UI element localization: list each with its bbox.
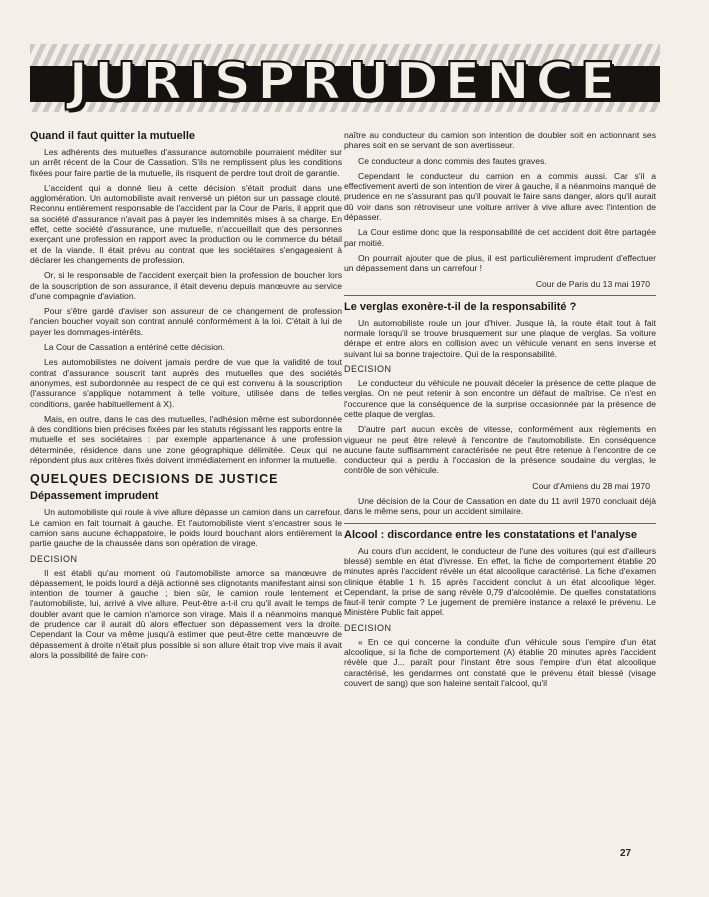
decision-label: DECISION — [30, 553, 78, 564]
page-number: 27 — [620, 848, 632, 859]
page-title: JURISPRUDENCE — [68, 52, 622, 112]
paragraph: On pourrait ajouter que de plus, il est particulièrement imprudent d'effectuer un dépassement dans un carrefour ! — [344, 252, 656, 274]
divider — [344, 523, 656, 524]
court-signature: Cour de Paris du 13 mai 1970 — [535, 278, 650, 289]
paragraph: Une décision de la Cour de Cassation en date du 11 avril 1970 concluait déjà dans le même sens, pour un accident similaire. — [344, 496, 656, 517]
paragraph: D'autre part aucun excès de vitesse, conformément aux règlements en vigueur ne peut être relevé à l'encontre de l'automobiliste. En conséquence aucune faute suffisamment caractérisée ne peut être retenue à l'encontre de ce conducteur qui a perdu à l'occasion de la présence soudaine du verglas, le contrôle de son véhicule. — [344, 424, 656, 476]
paragraph: Or, si le responsable de l'accident exerçait bien la profession de boucher lors de la souscription de son assurance, il était devenu depuis manœuvre au service d'une compagnie d'aviation. — [30, 270, 342, 301]
left-column — [30, 130, 342, 665]
section-heading-mutuelle: Quand il faut quitter la mutuelle — [30, 130, 196, 142]
paragraph: Un automobiliste roule un jour d'hiver. Jusque là, la route était tout à fait normale lorsqu'il se trouve brusquement sur une plaque de verglas. Sa voiture dérape et entre alors en collision avec un véhicule venant en sens inverse et suivant lui sa bonne trajectoire. Qui de la responsabilité. — [344, 317, 656, 359]
section-heading-verglas: Le verglas exonère-t-il de la responsabilité ? — [344, 300, 577, 313]
paragraph: Mais, en outre, dans le cas des mutuelles, l'adhésion même est subordonnée à des conditions bien précises fixées par les statuts régissant les rapports entre la mutuelle et ses sociétaires : par exemple appartenance à une profession déterminée, résidence dans une zone géographique délimitée. Ceux qui ne répondent plus aux critères fixés doivent immédiatement en informer la mutuelle. — [30, 413, 342, 466]
paragraph: naître au conducteur du camion son intention de doubler soit en actionnant ses phares soit en se servant de son avertisseur. — [344, 130, 656, 151]
section-heading-alcool: Alcool : discordance entre les constatations et l'analyse — [344, 528, 637, 541]
header-banner — [30, 44, 660, 112]
paragraph: La Cour de Cassation a entériné cette décision. — [44, 342, 226, 353]
paragraph: Les automobilistes ne doivent jamais perdre de vue que la validité de tout contrat d'assurance souscrit tant auprès des mutuelles que des sociétés anonymes, est subordonnée au respect de ce qui est convenu à la souscription (l'assurance s'applique notamment à telle voiture, utilisée dans de telles conditions, garée habituellement à X). — [30, 357, 342, 409]
section-heading-depassement: Dépassement imprudent — [30, 490, 159, 503]
court-signature: Cour d'Amiens du 28 mai 1970 — [532, 480, 650, 491]
divider — [344, 295, 656, 296]
paragraph: Ce conducteur a donc commis des fautes graves. — [358, 155, 547, 166]
paragraph: La Cour estime donc que la responsabilité de cet accident doit être partagée par moitié. — [344, 227, 656, 248]
decision-label: DECISION — [344, 622, 392, 633]
paragraph: Au cours d'un accident, le conducteur de l'une des voitures (qui est d'ailleurs blessé) semble en état d'ivresse. En effet, la fiche de comportement établie 20 minutes après l'accident révèle un état alcoolique caractérisé. La fiche d'examen clinique établie 1 h. 15 après l'accident conclut à un état alcoolique léger. Cependant, la prise de sang révèle 0,79 d'alcoolémie. De quelles constatations faut-il tenir compte ? Le jugement de première instance a relaxé le prévenu. Le Ministère Public fait appel. — [344, 545, 656, 618]
paragraph: L'accident qui a donné lieu à cette décision s'était produit dans une agglomération. Un automobiliste avait renversé un piéton sur un passage clouté. Reconnu entièrement responsable de l'accident par la Cour de Paris, il apprit que sa société d'assurance n'avait pas à payer les indemnités mises à sa charge. En effet, cette société d'assurance, une mutuelle, n'accueillait que des personnes exerçant une profession en rapport avec la production ou le commerce du bétail et de la viande. Il était prévu au contrat que les sociétaires s'engageaient à déclarer les changements de profession. — [30, 182, 342, 265]
paragraph: Pour s'être gardé d'aviser son assureur de ce changement de profession l'ancien boucher voyait son contrat annulé conformément à la loi. C'était à lui de payer les dommages-intérêts. — [30, 306, 342, 337]
paragraph: Le conducteur du véhicule ne pouvait déceler la présence de cette plaque de verglas. On ne peut retenir à son encontre un défaut de maîtrise. Ce n'est en l'occurence que la conséquence de la surprise occasionnée par la présence de cette plaque de verglas. — [344, 378, 656, 419]
paragraph: Il est établi qu'au moment où l'automobiliste amorce sa manœuvre de dépassement, le poids lourd a déjà actionné ses clignotants manifestant ainsi son intention de tourner à gauche ; bien sûr, le camion roule lentement et l'automobiliste, lui, arrivé à vive allure. Peut-être a-t-il cru qu'il avait le temps de doubler avant que le camion n'amorce son virage. Mais il a néanmoins manqué de prudence car il aurait dû alors effectuer son dépassement vers la droite. Cependant la Cour va même jusqu'à estimer que peut-être cette manœuvre de dépassement à droite n'était plus possible si son allure était trop vive mais il avait alors la possibilité de faire con- — [30, 567, 342, 660]
paragraph: « En ce qui concerne la conduite d'un véhicule sous l'empire d'un état alcoolique, si la fiche de comportement (A) établie 20 minutes après l'accident révèle que J... paraît pour l'instant être sous l'empire d'un état alcoolique caractérisé, les gendarmes ont constaté que le prévenu était blessé (visage couvert de sang) que son haleine sentait l'alcool, qu'il — [344, 636, 656, 688]
paragraph: Les adhérents des mutuelles d'assurance automobile pourraient méditer sur un arrêt récent de la Cour de Cassation. S'ils ne remplissent plus les conditions fixées pour faire partie de la mutuelle, ils risquent de perdre tout droit de garantie. — [30, 147, 342, 178]
paragraph: Un automobiliste qui roule à vive allure dépasse un camion dans un carrefour. Le camion en fait tournait à gauche. Et l'automobiliste vient s'encastrer sous le camion sans aucune échappatoire, le poids lourd bouchant alors entièrement la partie gauche de la chaussée dans son opération de virage. — [30, 507, 342, 549]
decision-label: DECISION — [344, 364, 392, 375]
right-column — [344, 130, 656, 693]
paragraph: Cependant le conducteur du camion en a commis aussi. Car s'il a effectivement averti de son intention de virer à gauche, il a néanmoins manqué de prudence en ne s'assurant pas qu'il pouvait le faire sans danger, alors qu'il aurait dû voir dans son rétroviseur une voiture arriver à vive allure avec l'intention de dépasser. — [344, 170, 656, 223]
section-heading-decisions: QUELQUES DECISIONS DE JUSTICE — [30, 472, 279, 487]
